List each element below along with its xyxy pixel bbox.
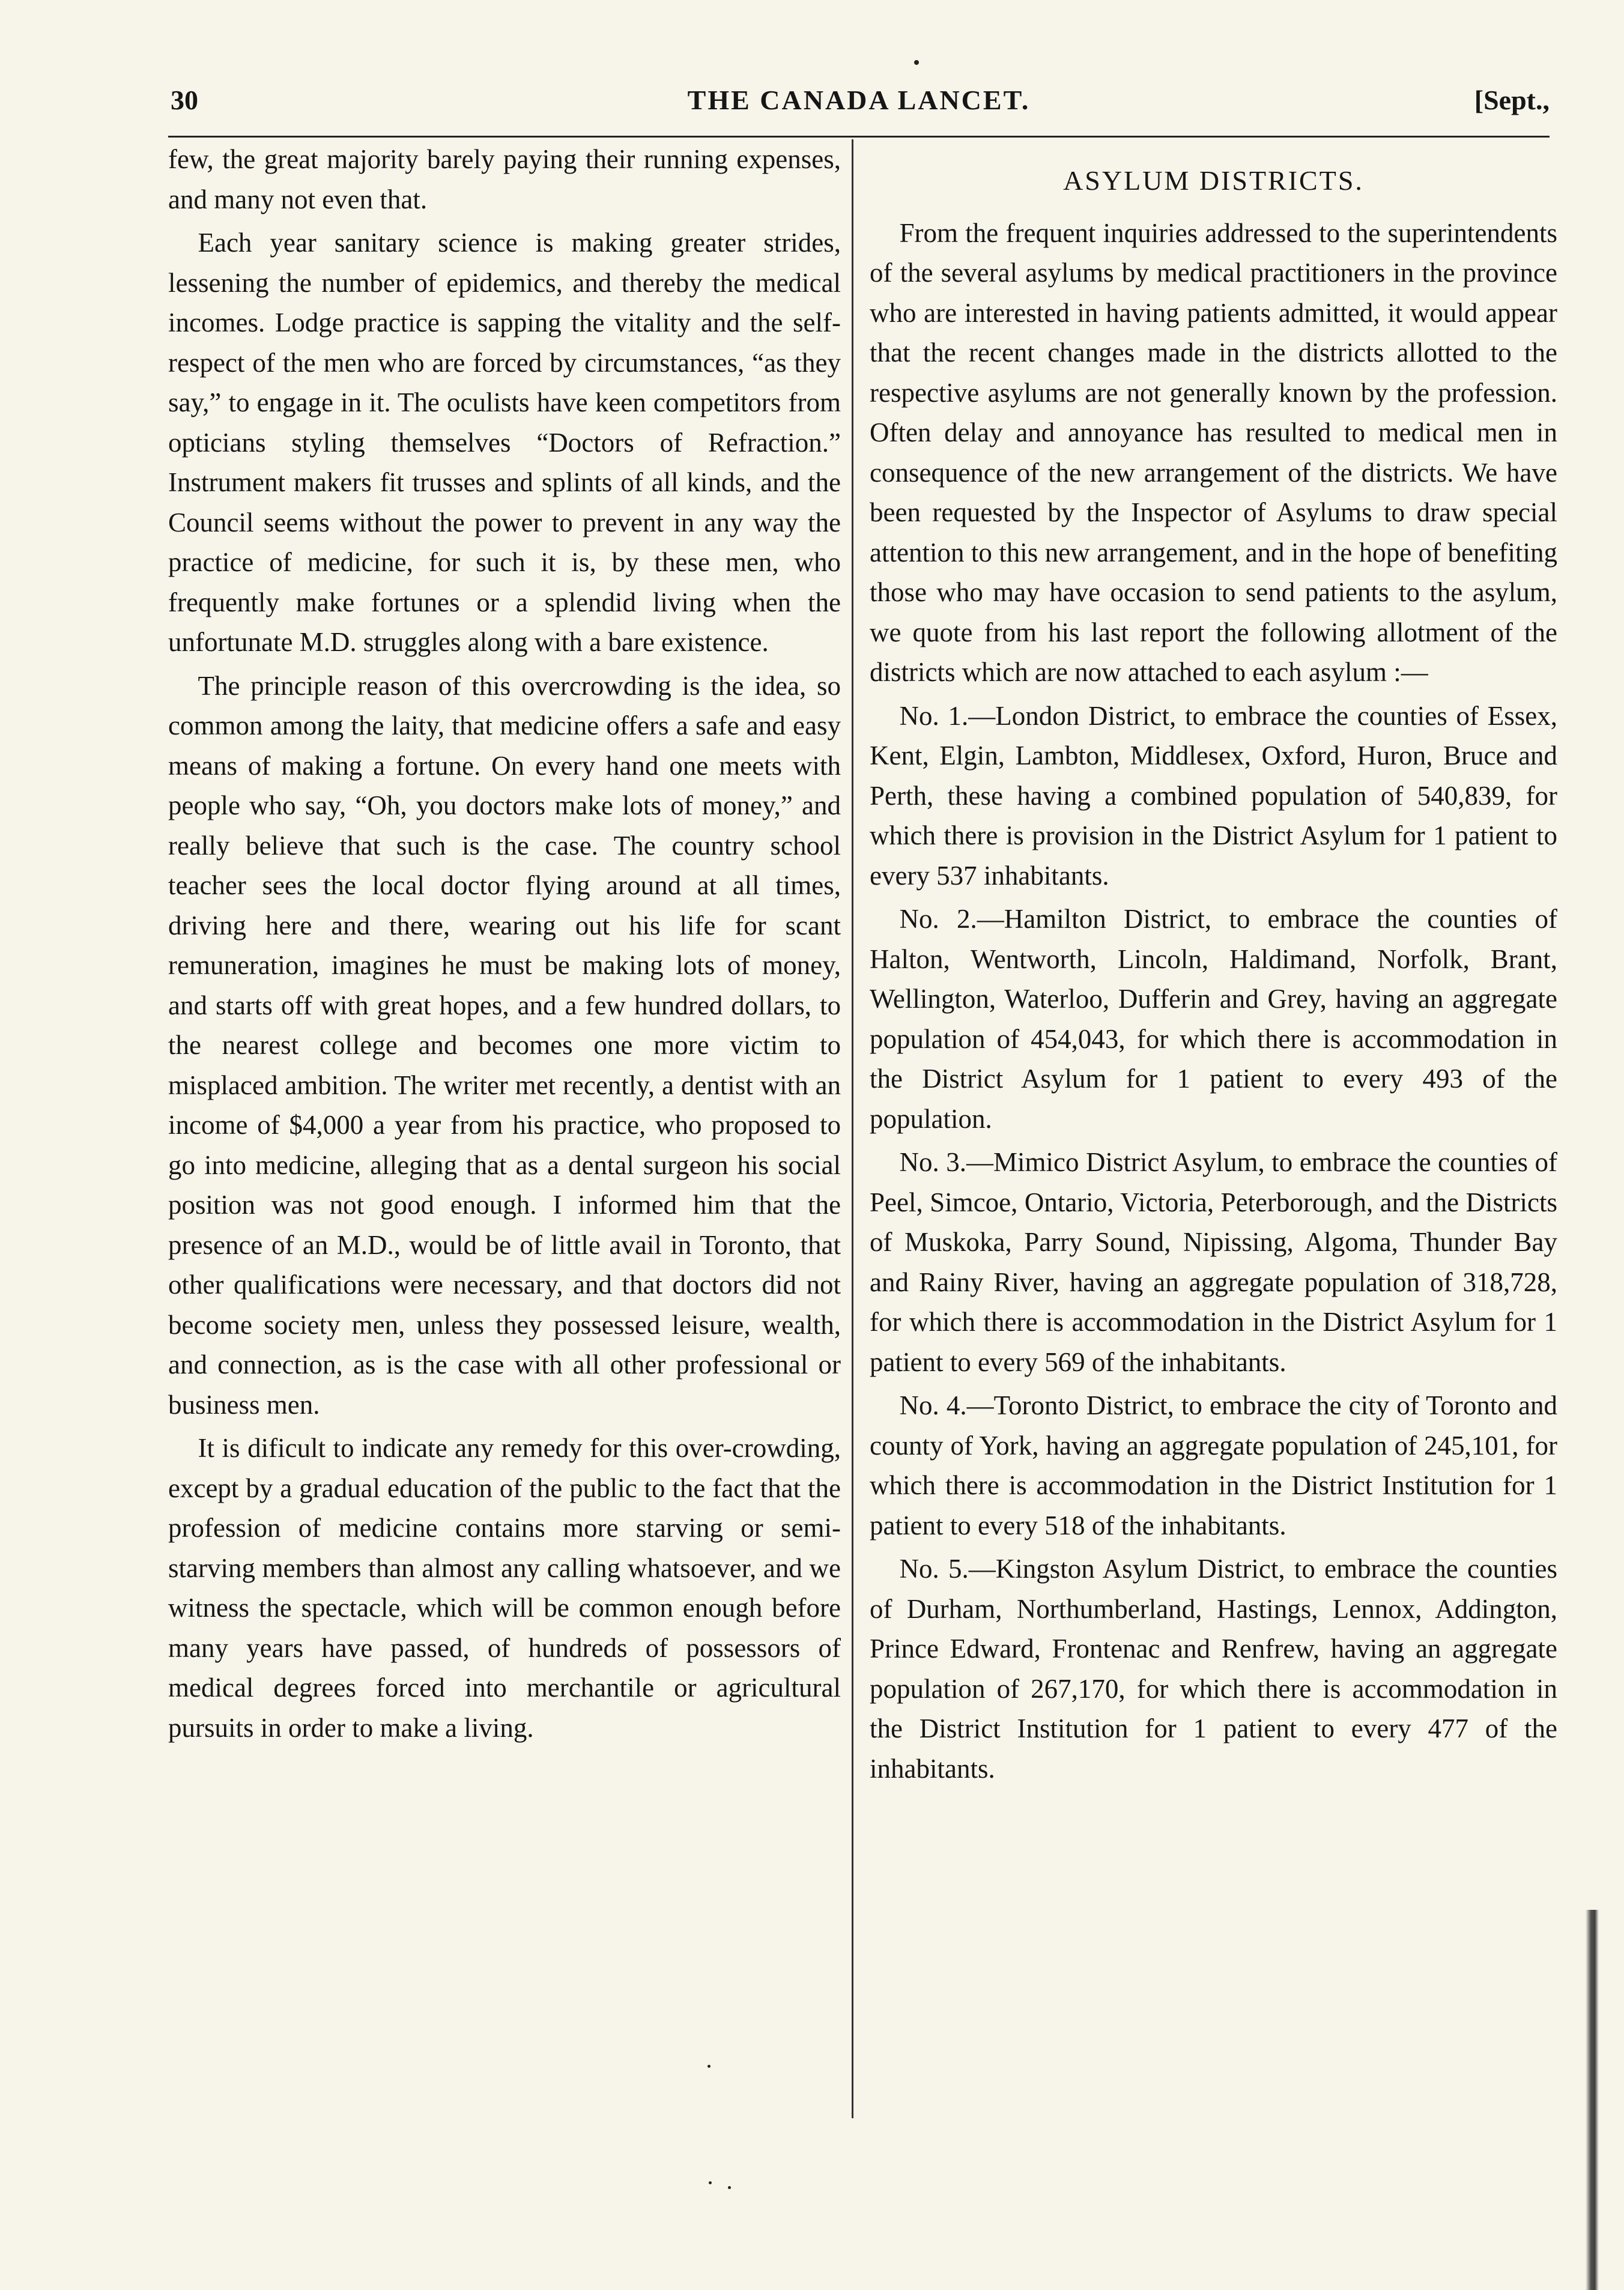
print-speck	[707, 2065, 710, 2068]
binding-shadow	[1586, 1910, 1599, 2290]
paragraph: The principle reason of this overcrowding is the idea, so common among the laity, that medicine offers a safe and easy means of making a fortune. On every hand one meets with people who say, “Oh, you doctors make lots of money,” and really believe that such is the case. The country school teacher sees the local doctor flying around at all times, driving here and there, wearing out his life for scant remuneration, imagines he must be making lots of money, and starts off with great hopes, and a few hundred dollars, to the nearest college and becomes one more victim to misplaced ambition. The writer met recently, a dentist with an income of $4,000 a year from his practice, who proposed to go into medicine, alleging that as a dental surgeon his social position was not good enough. I informed him that the presence of an M.D., would be of little avail in Toronto, that other qualifications were necessary, and that doctors did not become society men, unless they possessed leisure, wealth, and connection, as is the case with all other professional or business men.	[168, 670, 841, 1420]
right-column	[870, 139, 1557, 1789]
left-column	[168, 139, 841, 1748]
column-divider	[852, 139, 853, 2118]
section-heading: ASYLUM DISTRICTS.	[1063, 165, 1364, 196]
print-speck	[914, 60, 919, 65]
paragraph: few, the great majority barely paying their running expenses, and many not even that.	[168, 144, 841, 214]
district-entry: No. 2.—Hamilton District, to embrace the counties of Halton, Wentworth, Lincoln, Haldimand, Norfolk, Brant, Wellington, Waterloo, Dufferin and Grey, having an aggregate population of 454,043, for which there is accommodation in the District Asylum for 1 patient to every 493 of the population.	[870, 904, 1557, 1134]
print-speck	[728, 2186, 731, 2189]
page-number: 30	[171, 85, 198, 115]
paragraph: From the frequent inquiries addressed to the superintendents of the several asylums by medical practitioners in the province who are interested in having patients admitted, it would appear that the recent changes made in the districts allotted to the respective asylums are not generally known by the profession. Often delay and annoyance has resulted to medical men in consequence of the new arrangement of the districts. We have been requested by the Inspector of Asylums to draw special attention to this new arrangement, and in the hope of benefiting those who may have occasion to send patients to the asylum, we quote from his last report the following allotment of the districts which are now attached to each asylum :—	[870, 217, 1557, 687]
journal-title: THE CANADA LANCET.	[687, 85, 1031, 115]
print-speck	[709, 2181, 712, 2184]
district-entry: No. 1.—London District, to embrace the counties of Essex, Kent, Elgin, Lambton, Middlesex, Oxford, Huron, Bruce and Perth, these having a combined population of 540,839, for which there is provision in the District Asylum for 1 patient to every 537 inhabitants.	[870, 700, 1557, 891]
district-entry: No. 5.—Kingston Asylum District, to embrace the counties of Durham, Northumberland, Hastings, Lennox, Addington, Prince Edward, Frontenac and Renfrew, having an aggregate population of 267,170, for which there is accommodation in the District Institution for 1 patient to every 477 of the inhabitants.	[870, 1554, 1557, 1784]
paragraph: It is dificult to indicate any remedy for this over-crowding, except by a gradual education of the public to the fact that the profession of medicine contains more starving or semi-starving members than almost any calling whatsoever, and we witness the spectacle, which will be common enough before many years have passed, of hundreds of possessors of medical degrees forced into merchantile or agricultural pursuits in order to make a living.	[168, 1433, 841, 1743]
district-entry: No. 3.—Mimico District Asylum, to embrace the counties of Peel, Simcoe, Ontario, Victoria, Peterborough, and the Districts of Muskoka, Parry Sound, Nipissing, Algoma, Thunder Bay and Rainy River, having an aggregate population of 318,728, for which there is accommodation in the District Asylum for 1 patient to every 569 of the inhabitants.	[870, 1147, 1557, 1377]
district-entry: No. 4.—Toronto District, to embrace the city of Toronto and county of York, having an aggregate population of 245,101, for which there is accommodation in the District Institution for 1 patient to every 518 of the inhabitants.	[870, 1390, 1557, 1540]
paragraph: Each year sanitary science is making greater strides, lessening the number of epidemics, and thereby the medical incomes. Lodge practice is sapping the vitality and the self-respect of the men who are forced by circumstances, “as they say,” to engage in it. The oculists have keen competitors from opticians styling themselves “Doctors of Refraction.” Instrument makers fit trusses and splints of all kinds, and the Council seems without the power to prevent in any way the practice of medicine, for such it is, by these men, who frequently make fortunes or a splendid living when the unfortunate M.D. struggles along with a bare existence.	[168, 228, 841, 657]
issue-month: [Sept.,	[1474, 85, 1550, 115]
header-rule	[168, 136, 1550, 138]
running-header	[168, 79, 1550, 127]
